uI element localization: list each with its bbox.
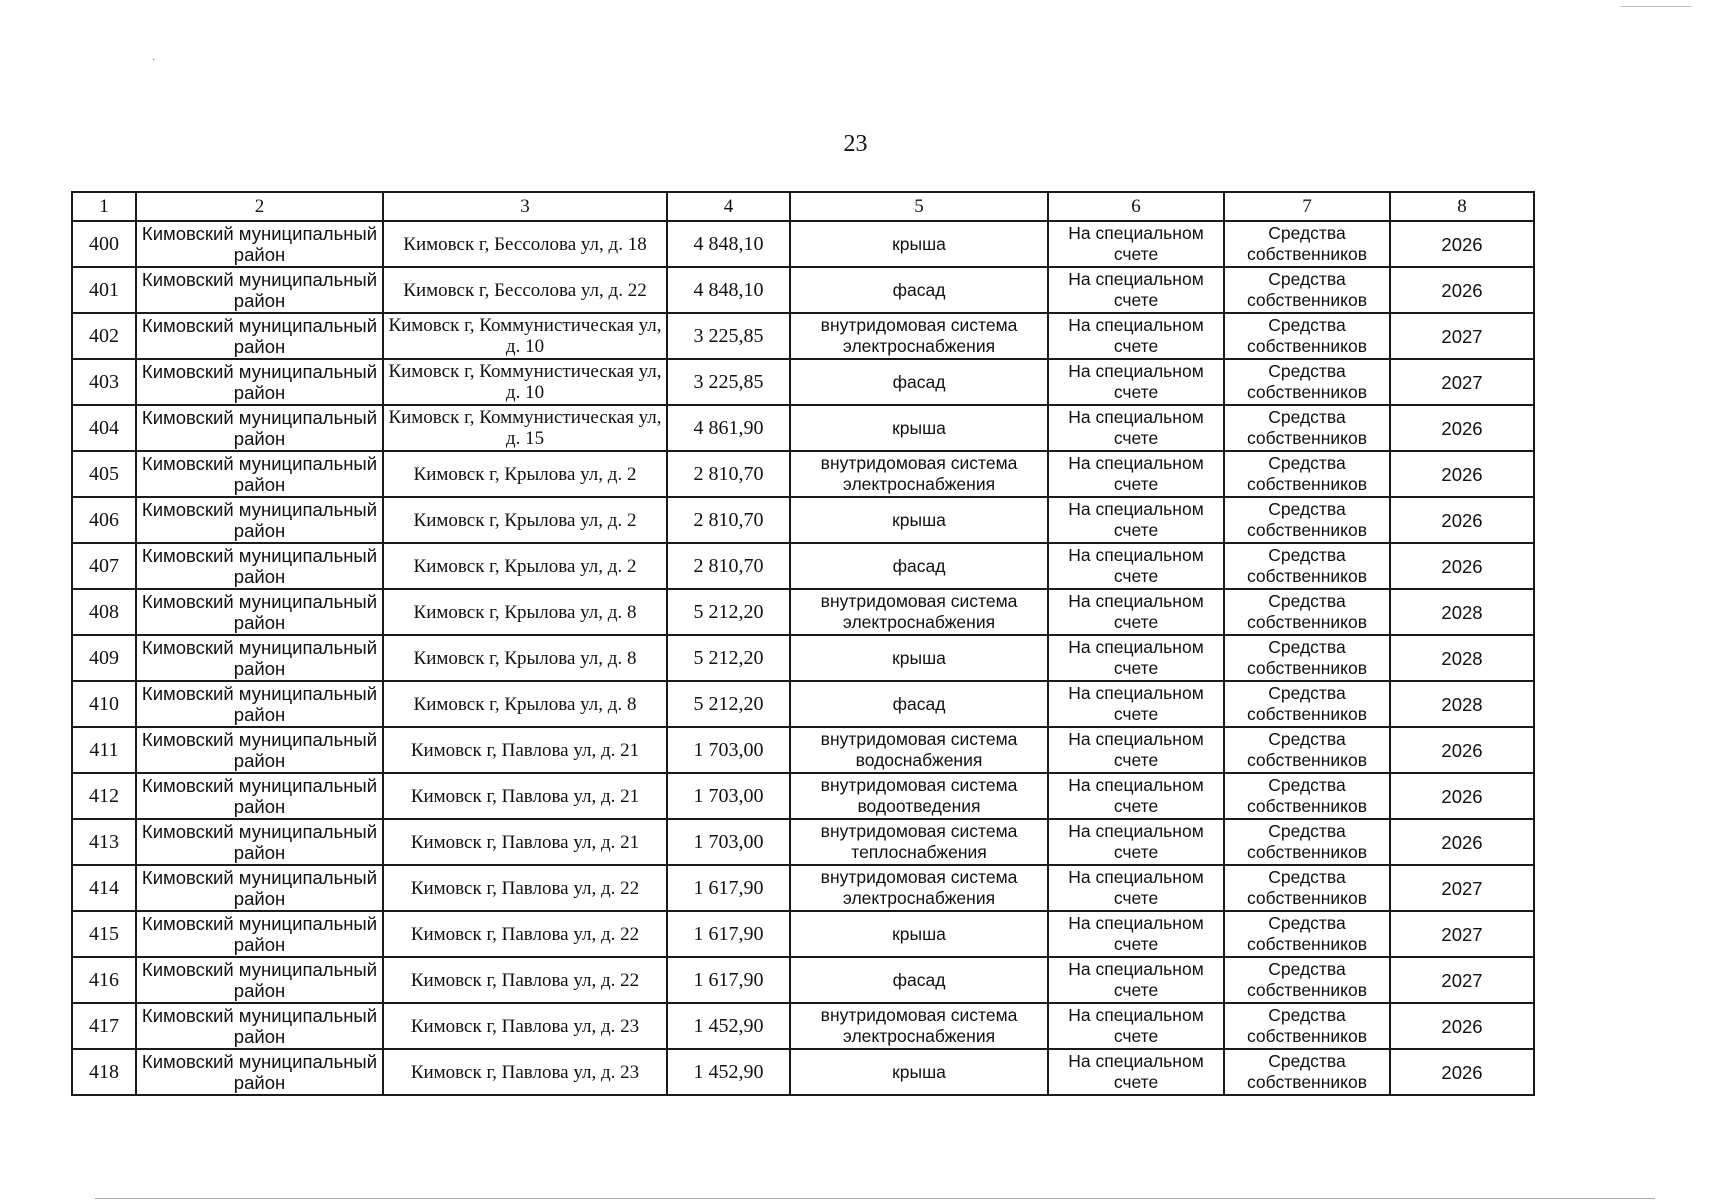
funding-source-cell: Средства собственников bbox=[1224, 589, 1390, 635]
address-cell: Кимовск г, Павлова ул, д. 21 bbox=[383, 819, 667, 865]
structural-element-cell: крыша bbox=[790, 405, 1048, 451]
total-area-cell: 4 861,90 bbox=[667, 405, 790, 451]
total-area-cell: 3 225,85 bbox=[667, 359, 790, 405]
planned-year-cell: 2026 bbox=[1390, 819, 1534, 865]
table-row bbox=[72, 313, 1534, 359]
fund-account-cell: На специальном счете bbox=[1048, 819, 1224, 865]
address-cell: Кимовск г, Крылова ул, д. 2 bbox=[383, 543, 667, 589]
municipality-cell: Кимовский муниципальный район bbox=[136, 957, 383, 1003]
planned-year-cell: 2028 bbox=[1390, 589, 1534, 635]
total-area-cell: 1 617,90 bbox=[667, 865, 790, 911]
funding-source-cell: Средства собственников bbox=[1224, 1049, 1390, 1095]
structural-element-cell: крыша bbox=[790, 497, 1048, 543]
fund-account-cell: На специальном счете bbox=[1048, 911, 1224, 957]
total-area-cell: 5 212,20 bbox=[667, 635, 790, 681]
structural-element-cell: крыша bbox=[790, 221, 1048, 267]
row-number: 415 bbox=[72, 911, 136, 957]
structural-element-cell: фасад bbox=[790, 359, 1048, 405]
funding-source-cell: Средства собственников bbox=[1224, 1003, 1390, 1049]
table-row bbox=[72, 589, 1534, 635]
planned-year-cell: 2026 bbox=[1390, 451, 1534, 497]
structural-element-cell: внутридомовая система электроснабжения bbox=[790, 451, 1048, 497]
fund-account-cell: На специальном счете bbox=[1048, 635, 1224, 681]
municipality-cell: Кимовский муниципальный район bbox=[136, 543, 383, 589]
fund-account-cell: На специальном счете bbox=[1048, 1003, 1224, 1049]
total-area-cell: 2 810,70 bbox=[667, 543, 790, 589]
address-cell: Кимовск г, Коммунистическая ул, д. 10 bbox=[383, 313, 667, 359]
table-row bbox=[72, 819, 1534, 865]
table-row bbox=[72, 497, 1534, 543]
structural-element-cell: фасад bbox=[790, 681, 1048, 727]
structural-element-cell: внутридомовая система электроснабжения bbox=[790, 1003, 1048, 1049]
municipality-cell: Кимовский муниципальный район bbox=[136, 267, 383, 313]
row-number: 406 bbox=[72, 497, 136, 543]
planned-year-cell: 2027 bbox=[1390, 957, 1534, 1003]
table-row bbox=[72, 1003, 1534, 1049]
table-row bbox=[72, 681, 1534, 727]
municipality-cell: Кимовский муниципальный район bbox=[136, 1003, 383, 1049]
page-number: 23 bbox=[843, 131, 868, 157]
fund-account-cell: На специальном счете bbox=[1048, 313, 1224, 359]
row-number: 416 bbox=[72, 957, 136, 1003]
table-row bbox=[72, 911, 1534, 957]
address-cell: Кимовск г, Бессолова ул, д. 18 bbox=[383, 221, 667, 267]
planned-year-cell: 2026 bbox=[1390, 221, 1534, 267]
total-area-cell: 1 452,90 bbox=[667, 1049, 790, 1095]
municipality-cell: Кимовский муниципальный район bbox=[136, 1049, 383, 1095]
planned-year-cell: 2027 bbox=[1390, 865, 1534, 911]
funding-source-cell: Средства собственников bbox=[1224, 267, 1390, 313]
total-area-cell: 1 703,00 bbox=[667, 773, 790, 819]
address-cell: Кимовск г, Крылова ул, д. 8 bbox=[383, 681, 667, 727]
fund-account-cell: На специальном счете bbox=[1048, 681, 1224, 727]
structural-element-cell: внутридомовая система электроснабжения bbox=[790, 865, 1048, 911]
municipality-cell: Кимовский муниципальный район bbox=[136, 497, 383, 543]
structural-element-cell: фасад bbox=[790, 957, 1048, 1003]
structural-element-cell: внутридомовая система теплоснабжения bbox=[790, 819, 1048, 865]
column-header-7: 7 bbox=[1224, 192, 1390, 221]
structural-element-cell: внутридомовая система электроснабжения bbox=[790, 589, 1048, 635]
total-area-cell: 5 212,20 bbox=[667, 589, 790, 635]
planned-year-cell: 2028 bbox=[1390, 681, 1534, 727]
municipality-cell: Кимовский муниципальный район bbox=[136, 313, 383, 359]
structural-element-cell: внутридомовая система водоснабжения bbox=[790, 727, 1048, 773]
funding-source-cell: Средства собственников bbox=[1224, 497, 1390, 543]
structural-element-cell: крыша bbox=[790, 1049, 1048, 1095]
municipality-cell: Кимовский муниципальный район bbox=[136, 221, 383, 267]
funding-source-cell: Средства собственников bbox=[1224, 819, 1390, 865]
table-row bbox=[72, 635, 1534, 681]
column-header-3: 3 bbox=[383, 192, 667, 221]
table-row bbox=[72, 451, 1534, 497]
column-header-8: 8 bbox=[1390, 192, 1534, 221]
funding-source-cell: Средства собственников bbox=[1224, 313, 1390, 359]
row-number: 410 bbox=[72, 681, 136, 727]
address-cell: Кимовск г, Павлова ул, д. 22 bbox=[383, 911, 667, 957]
funding-source-cell: Средства собственников bbox=[1224, 221, 1390, 267]
row-number: 401 bbox=[72, 267, 136, 313]
scan-edge-line bbox=[1621, 6, 1691, 7]
fund-account-cell: На специальном счете bbox=[1048, 865, 1224, 911]
table-row bbox=[72, 1049, 1534, 1095]
address-cell: Кимовск г, Крылова ул, д. 2 bbox=[383, 451, 667, 497]
row-number: 403 bbox=[72, 359, 136, 405]
municipality-cell: Кимовский муниципальный район bbox=[136, 451, 383, 497]
column-number-row bbox=[72, 192, 1534, 221]
table-row bbox=[72, 865, 1534, 911]
fund-account-cell: На специальном счете bbox=[1048, 267, 1224, 313]
address-cell: Кимовск г, Крылова ул, д. 8 bbox=[383, 635, 667, 681]
table-row bbox=[72, 773, 1534, 819]
column-header-4: 4 bbox=[667, 192, 790, 221]
planned-year-cell: 2027 bbox=[1390, 911, 1534, 957]
funding-source-cell: Средства собственников bbox=[1224, 957, 1390, 1003]
address-cell: Кимовск г, Крылова ул, д. 8 bbox=[383, 589, 667, 635]
total-area-cell: 1 703,00 bbox=[667, 819, 790, 865]
fund-account-cell: На специальном счете bbox=[1048, 451, 1224, 497]
total-area-cell: 4 848,10 bbox=[667, 267, 790, 313]
fund-account-cell: На специальном счете bbox=[1048, 497, 1224, 543]
total-area-cell: 3 225,85 bbox=[667, 313, 790, 359]
row-number: 400 bbox=[72, 221, 136, 267]
municipality-cell: Кимовский муниципальный район bbox=[136, 911, 383, 957]
funding-source-cell: Средства собственников bbox=[1224, 773, 1390, 819]
fund-account-cell: На специальном счете bbox=[1048, 1049, 1224, 1095]
total-area-cell: 1 703,00 bbox=[667, 727, 790, 773]
row-number: 407 bbox=[72, 543, 136, 589]
structural-element-cell: фасад bbox=[790, 267, 1048, 313]
funding-source-cell: Средства собственников bbox=[1224, 727, 1390, 773]
total-area-cell: 5 212,20 bbox=[667, 681, 790, 727]
total-area-cell: 1 617,90 bbox=[667, 911, 790, 957]
row-number: 404 bbox=[72, 405, 136, 451]
funding-source-cell: Средства собственников bbox=[1224, 681, 1390, 727]
column-header-6: 6 bbox=[1048, 192, 1224, 221]
fund-account-cell: На специальном счете bbox=[1048, 543, 1224, 589]
municipality-cell: Кимовский муниципальный район bbox=[136, 405, 383, 451]
structural-element-cell: крыша bbox=[790, 911, 1048, 957]
address-cell: Кимовск г, Павлова ул, д. 21 bbox=[383, 727, 667, 773]
funding-source-cell: Средства собственников bbox=[1224, 359, 1390, 405]
planned-year-cell: 2026 bbox=[1390, 1003, 1534, 1049]
fund-account-cell: На специальном счете bbox=[1048, 221, 1224, 267]
address-cell: Кимовск г, Павлова ул, д. 22 bbox=[383, 865, 667, 911]
funding-source-cell: Средства собственников bbox=[1224, 405, 1390, 451]
municipality-cell: Кимовский муниципальный район bbox=[136, 727, 383, 773]
planned-year-cell: 2026 bbox=[1390, 1049, 1534, 1095]
planned-year-cell: 2026 bbox=[1390, 727, 1534, 773]
address-cell: Кимовск г, Павлова ул, д. 21 bbox=[383, 773, 667, 819]
municipality-cell: Кимовский муниципальный район bbox=[136, 865, 383, 911]
total-area-cell: 1 617,90 bbox=[667, 957, 790, 1003]
scan-edge-line-bottom bbox=[95, 1198, 1655, 1199]
planned-year-cell: 2026 bbox=[1390, 405, 1534, 451]
table-row bbox=[72, 267, 1534, 313]
table-row bbox=[72, 543, 1534, 589]
table-row bbox=[72, 221, 1534, 267]
row-number: 417 bbox=[72, 1003, 136, 1049]
repair-register-table bbox=[71, 191, 1535, 1096]
municipality-cell: Кимовский муниципальный район bbox=[136, 635, 383, 681]
fund-account-cell: На специальном счете bbox=[1048, 359, 1224, 405]
planned-year-cell: 2027 bbox=[1390, 359, 1534, 405]
column-header-5: 5 bbox=[790, 192, 1048, 221]
fund-account-cell: На специальном счете bbox=[1048, 773, 1224, 819]
structural-element-cell: крыша bbox=[790, 635, 1048, 681]
fund-account-cell: На специальном счете bbox=[1048, 957, 1224, 1003]
fund-account-cell: На специальном счете bbox=[1048, 727, 1224, 773]
structural-element-cell: внутридомовая система электроснабжения bbox=[790, 313, 1048, 359]
funding-source-cell: Средства собственников bbox=[1224, 911, 1390, 957]
planned-year-cell: 2026 bbox=[1390, 543, 1534, 589]
table-body bbox=[72, 221, 1534, 1095]
municipality-cell: Кимовский муниципальный район bbox=[136, 589, 383, 635]
municipality-cell: Кимовский муниципальный район bbox=[136, 681, 383, 727]
funding-source-cell: Средства собственников bbox=[1224, 635, 1390, 681]
address-cell: Кимовск г, Павлова ул, д. 22 bbox=[383, 957, 667, 1003]
table-row bbox=[72, 359, 1534, 405]
address-cell: Кимовск г, Коммунистическая ул, д. 15 bbox=[383, 405, 667, 451]
municipality-cell: Кимовский муниципальный район bbox=[136, 773, 383, 819]
fund-account-cell: На специальном счете bbox=[1048, 405, 1224, 451]
total-area-cell: 1 452,90 bbox=[667, 1003, 790, 1049]
row-number: 408 bbox=[72, 589, 136, 635]
municipality-cell: Кимовский муниципальный район bbox=[136, 819, 383, 865]
planned-year-cell: 2026 bbox=[1390, 773, 1534, 819]
fund-account-cell: На специальном счете bbox=[1048, 589, 1224, 635]
address-cell: Кимовск г, Крылова ул, д. 2 bbox=[383, 497, 667, 543]
planned-year-cell: 2027 bbox=[1390, 313, 1534, 359]
planned-year-cell: 2028 bbox=[1390, 635, 1534, 681]
table-row bbox=[72, 405, 1534, 451]
row-number: 409 bbox=[72, 635, 136, 681]
column-header-2: 2 bbox=[136, 192, 383, 221]
funding-source-cell: Средства собственников bbox=[1224, 543, 1390, 589]
address-cell: Кимовск г, Павлова ул, д. 23 bbox=[383, 1049, 667, 1095]
row-number: 418 bbox=[72, 1049, 136, 1095]
row-number: 411 bbox=[72, 727, 136, 773]
address-cell: Кимовск г, Павлова ул, д. 23 bbox=[383, 1003, 667, 1049]
address-cell: Кимовск г, Коммунистическая ул, д. 10 bbox=[383, 359, 667, 405]
scan-speck: · bbox=[152, 55, 156, 66]
row-number: 414 bbox=[72, 865, 136, 911]
address-cell: Кимовск г, Бессолова ул, д. 22 bbox=[383, 267, 667, 313]
row-number: 402 bbox=[72, 313, 136, 359]
structural-element-cell: фасад bbox=[790, 543, 1048, 589]
row-number: 405 bbox=[72, 451, 136, 497]
planned-year-cell: 2026 bbox=[1390, 497, 1534, 543]
column-header-1: 1 bbox=[72, 192, 136, 221]
table-row bbox=[72, 727, 1534, 773]
total-area-cell: 2 810,70 bbox=[667, 497, 790, 543]
funding-source-cell: Средства собственников bbox=[1224, 865, 1390, 911]
funding-source-cell: Средства собственников bbox=[1224, 451, 1390, 497]
structural-element-cell: внутридомовая система водоотведения bbox=[790, 773, 1048, 819]
row-number: 413 bbox=[72, 819, 136, 865]
total-area-cell: 2 810,70 bbox=[667, 451, 790, 497]
planned-year-cell: 2026 bbox=[1390, 267, 1534, 313]
row-number: 412 bbox=[72, 773, 136, 819]
total-area-cell: 4 848,10 bbox=[667, 221, 790, 267]
municipality-cell: Кимовский муниципальный район bbox=[136, 359, 383, 405]
table-row bbox=[72, 957, 1534, 1003]
